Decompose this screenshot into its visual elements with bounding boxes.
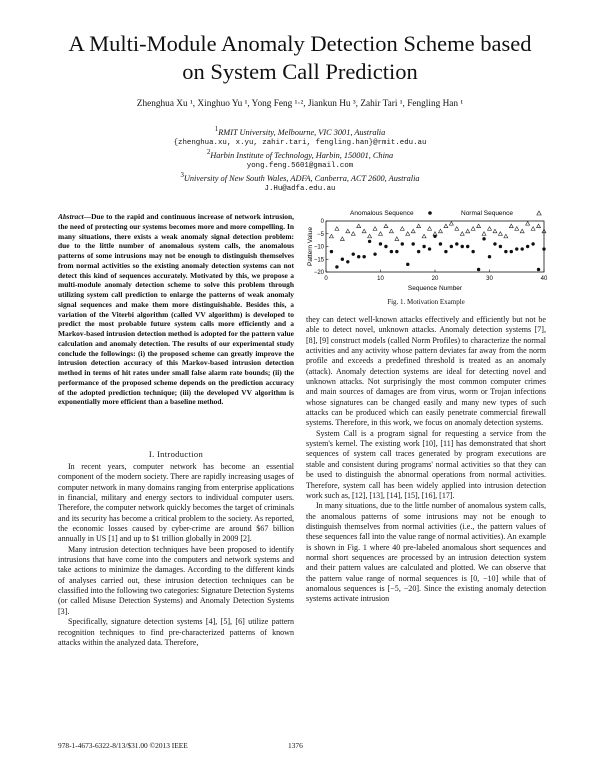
anomalous-point	[428, 247, 431, 250]
anomalous-point	[477, 268, 480, 271]
y-tick-label: −10	[313, 244, 324, 251]
x-axis-ticks	[324, 270, 548, 283]
legend-normal-marker	[537, 211, 541, 215]
normal-point	[335, 227, 339, 231]
normal-point	[379, 232, 383, 236]
anomalous-point	[368, 240, 371, 243]
paragraph: In many situations, due to the little number of anomalous system calls, the anomalous patterns of some intrusions may not be enough to distinguish themselves from normal activities (i.e., the pattern values of these sequences fall into the value range of normal activities). An example is shown in Fig. 1 where 40 pre-labeled anomalous short sequences and normal short sequences are processed by an intrusion detection system and their pattern values are calculated and plotted. We can observe that the pattern value range of normal sequences is [0, −10] while that of anomalous sequences is [−5, −20]. Since the existing anomaly detection systems activate intrusion	[306, 501, 546, 604]
anomalous-point	[406, 263, 409, 266]
legend-anomalous-label: Anomalous Sequence	[350, 210, 414, 217]
left-column-body	[58, 462, 294, 648]
normal-point	[488, 227, 492, 231]
normal-point	[389, 229, 393, 233]
y-tick-label: −15	[313, 257, 324, 264]
abstract-label: Abstract	[58, 212, 84, 221]
legend-normal-label: Normal Sequence	[461, 210, 514, 217]
normal-point	[460, 232, 464, 236]
normal-point	[395, 237, 399, 241]
normal-point	[373, 227, 377, 231]
normal-point	[531, 227, 535, 231]
anomalous-point	[461, 245, 464, 248]
anomalous-point	[542, 247, 545, 250]
affiliation-3-email: J.Hu@adfa.edu.au	[264, 184, 336, 193]
normal-point	[400, 227, 404, 231]
normal-point	[526, 222, 530, 226]
normal-point	[493, 229, 497, 233]
x-axis-label: Sequence Number	[407, 285, 463, 292]
affiliation-2: $^2$Harbin Institute of Technology, Harbin, 150001, China yong.feng.5601@gmail.com	[20, 147, 580, 172]
paragraph: In recent years, computer network has become an essential component of the modern society. There are rapidly increasing usages of computer network in many domains ranging from enterprise applications in financial, military and energy sectors to individual computer users. Therefore, the computer network quickly becomes the target of criminals and its security has become a critical problem to the society. As reported, the economic losses caused by cyber-crime are around $67 billion annually in US [1] and up to $1 trillion globally in 2009 [2].	[58, 462, 294, 544]
abstract	[58, 212, 294, 407]
right-column-body	[306, 315, 546, 605]
normal-point	[411, 229, 415, 233]
y-axis-label: Pattern Value	[307, 227, 314, 266]
paper-title	[20, 30, 580, 86]
paragraph: System Call is a program signal for requesting a service from the system's kernel. The existing work [10], [11] has demonstrated that short sequences of system call traces generated by program executions are stable and consistent during programs' normal activities so that they can be used to distinguish the abnormal operations from normal activities. Therefore, system call has been widely applied into intrusion detection work such as, [12], [13], [14], [15], [16], [17].	[306, 428, 546, 500]
page-number: 1376	[288, 741, 303, 750]
affiliation-2-email: yong.feng.5601@gmail.com	[246, 161, 354, 170]
anomalous-point	[455, 242, 458, 245]
anomalous-point	[466, 245, 469, 248]
affiliation-1: $^1$RMIT University, Melbourne, VIC 3001, Australia {zhenghua.xu, x.yu, zahir.tari, fengling.han}@rmit.edu.au	[20, 124, 580, 149]
anomalous-point	[362, 255, 365, 258]
plot-frame	[326, 221, 544, 272]
x-tick-label: 20	[431, 276, 439, 282]
normal-point	[438, 229, 442, 233]
anomalous-point	[482, 237, 485, 240]
motivation-chart	[306, 206, 546, 294]
anomalous-point	[510, 250, 513, 253]
anomalous-point	[330, 250, 333, 253]
anomalous-point	[335, 265, 338, 268]
y-tick-label: −20	[313, 270, 324, 277]
anomalous-point	[352, 252, 355, 255]
anomalous-point	[521, 247, 524, 250]
footer-isbn: 978-1-4673-6322-8/13/$31.00 ©2013 IEEE	[58, 741, 188, 750]
x-tick-label: 40	[540, 276, 548, 282]
anomalous-point	[531, 242, 534, 245]
normal-point	[406, 232, 410, 236]
anomalous-point	[390, 250, 393, 253]
anomalous-point	[444, 250, 447, 253]
abstract-text: —Due to the rapid and continuous increase of network intrusion, the need of protecting our systems becomes more and more compelling. In many situations, there exists a weak anomaly signal detection problem: due to the little number of anomalous system calls, the anomalous patterns of some intrusions may not be enough to distinguish themselves from normal activities so the existing anomaly detection systems can not detect this kind of sequences accurately. Motivated by this, we propose a multi-module anomaly detection scheme to solve this problem through utilizing system call prediction to enlarge the patterns of weak anomaly signal sequences and make them more distinguishable. Besides this, a variation of the Viterbi algorithm (called VV algorithm) is developed to predict the most probable future system calls more efficiently and a Markov-based intrusion detection method is adopted for the pattern value calculation and anomaly detection. The results of our experimental study conclude the followings: (i) the proposed scheme can greatly improve the intrusion detection accuracy of this Markov-based intrusion detection method in terms of hit rates under small false alarm rate bounds; (ii) the performance of the proposed scheme depends on the prediction accuracy of the adopted prediction technique; (iii) the developed VV algorithm is exponentially more efficient than a baseline method.	[58, 212, 294, 407]
normal-point	[449, 222, 453, 226]
normal-point	[417, 224, 421, 228]
paragraph: Many intrusion detection techniques have been proposed to identify intrusions that have come into the computers and network systems and take actions to minimize the damages. According to the different kinds of analyses carried out, these intrusion detection techniques can be classified into the following two categories: Signature Detection Systems (or called Misuse Detection Systems) and Anomaly Detection Systems [3].	[58, 544, 294, 616]
anomalous-point	[537, 268, 540, 271]
section-heading-introduction: I. Introduction	[148, 449, 204, 459]
normal-point	[368, 234, 372, 238]
normal-point	[466, 229, 470, 233]
anomalous-point	[439, 242, 442, 245]
paragraph: they can detect well-known attacks effectively and efficiently but not be able to detect novel, unknown attacks. Anomaly detection systems [7], [8], [9] construct models (called Norm Profiles) to characterize the normal activities and any activity whose pattern deviates far away from the norm profile and exceeds a predefined threshold is treated as an anomaly (attack). Anomaly detection systems are ideal for detecting novel and unknown attacks. Not surprisingly the most common computer crimes and main sources of damages are from virus, worm or Trojan infections whose signatures can be changed easily and many new types of such attacks can be produced which can easily penetrate commercial firewall systems. Therefore, in this work, we focus on anomaly detection systems.	[306, 315, 546, 428]
anomalous-point	[504, 250, 507, 253]
y-tick-label: −5	[317, 231, 324, 238]
anomalous-point	[515, 247, 518, 250]
anomalous-point	[412, 242, 415, 245]
normal-point	[504, 234, 508, 238]
legend-anomalous-marker	[428, 211, 432, 215]
normal-point	[329, 234, 333, 238]
x-tick-label: 0	[324, 276, 328, 282]
anomalous-point	[471, 250, 474, 253]
normal-point	[498, 232, 502, 236]
normal-point	[477, 224, 481, 228]
normal-point	[537, 224, 541, 228]
normal-point	[362, 229, 366, 233]
anomalous-point	[373, 252, 376, 255]
normal-point	[422, 234, 426, 238]
anomalous-point	[488, 255, 491, 258]
normal-point	[509, 224, 513, 228]
x-tick-label: 10	[377, 276, 384, 282]
normal-point	[357, 224, 361, 228]
author-list: Zhenghua Xu ¹, Xinghuo Yu ¹, Yong Feng ¹·², Jiankun Hu ³, Zahir Tari ¹, Fengling Han ¹	[136, 99, 464, 109]
normal-point	[351, 232, 355, 236]
normal-point	[340, 237, 344, 241]
figure-caption: Fig. 1. Motivation Example	[387, 298, 465, 306]
normal-point	[471, 227, 475, 231]
affiliation-1-email: {zhenghua.xu, x.yu, zahir.tari, fengling.han}@rmit.edu.au	[173, 138, 427, 147]
anomalous-point	[379, 242, 382, 245]
normal-point	[515, 227, 519, 231]
anomalous-point	[422, 245, 425, 248]
title-line-1: A Multi-Module Anomaly Detection Scheme based	[68, 31, 532, 56]
anomalous-point	[341, 258, 344, 261]
normal-point	[444, 224, 448, 228]
data-points	[329, 222, 546, 272]
affiliation-3: $^3$University of New South Wales, ADFA, Canberra, ACT 2600, Australia J.Hu@adfa.edu.au	[20, 170, 580, 195]
anomalous-point	[493, 242, 496, 245]
anomalous-point	[450, 245, 453, 248]
anomalous-point	[401, 242, 404, 245]
anomalous-point	[395, 250, 398, 253]
title-line-2: on System Call Prediction	[182, 59, 418, 84]
anomalous-point	[346, 260, 349, 263]
anomalous-point	[526, 245, 529, 248]
anomalous-point	[499, 245, 502, 248]
normal-point	[428, 227, 432, 231]
paragraph: Specifically, signature detection systems [4], [5], [6] utilize pattern recognition techniques to find pre-characterized patterns of known attacks within the analyzed data. Therefore,	[58, 617, 294, 647]
normal-point	[482, 232, 486, 236]
normal-point	[455, 227, 459, 231]
x-tick-label: 30	[486, 276, 493, 282]
normal-point	[520, 229, 524, 233]
normal-point	[346, 229, 350, 233]
anomalous-point	[417, 250, 420, 253]
y-tick-label: 0	[320, 219, 324, 226]
anomalous-point	[357, 255, 360, 258]
anomalous-point	[384, 245, 387, 248]
normal-point	[384, 224, 388, 228]
